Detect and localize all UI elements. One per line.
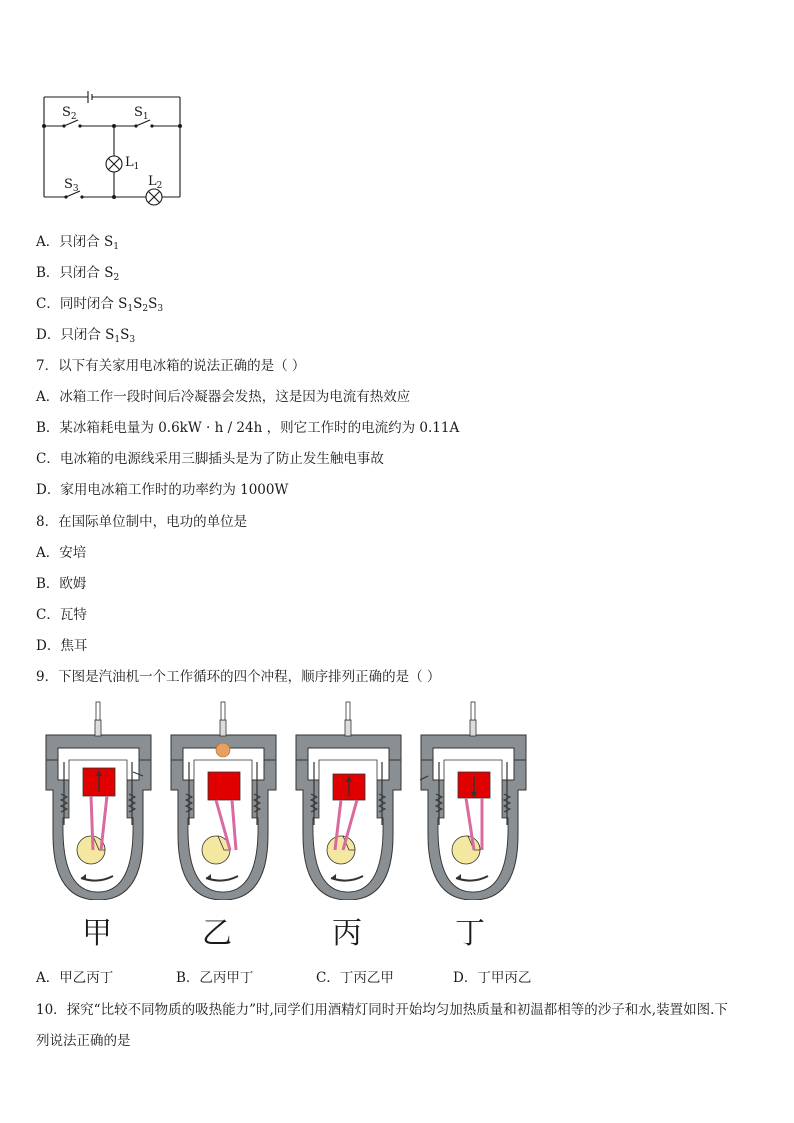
label-l1: $L_1$	[125, 155, 140, 172]
engine-label-bing: 丙	[332, 916, 362, 951]
q6-option-d: D．只闭合 $S_1S_3$	[36, 327, 136, 345]
q9-option-b: B．乙丙甲丁	[176, 970, 254, 986]
piston	[208, 772, 240, 800]
q8-option-b: B．欧姆	[36, 576, 87, 592]
label-s2: $S_2$	[62, 105, 77, 122]
q7-stem: 7．以下有关家用电冰箱的说法正确的是（ ）	[36, 358, 306, 374]
engine-label-ding: 丁	[455, 916, 485, 951]
label-s3: $S_3$	[64, 177, 79, 194]
q9-stem: 9．下图是汽油机一个工作循环的四个冲程，顺序排列正确的是（ ）	[36, 669, 441, 685]
q10-stem-line-2: 列说法正确的是	[36, 1033, 131, 1049]
q8-option-a: A．安培	[36, 545, 87, 561]
circuit-diagram	[36, 86, 196, 206]
spark-icon	[216, 743, 230, 757]
engine-label-yi: 乙	[202, 916, 232, 951]
engine-strokes-figure	[36, 700, 536, 900]
q6-option-b: B．只闭合 $S_2$	[36, 265, 120, 283]
engine-yi	[171, 702, 276, 900]
q7-option-c: C．电冰箱的电源线采用三脚插头是为了防止发生触电事故	[36, 451, 384, 467]
q9-option-c: C．丁丙乙甲	[316, 970, 394, 986]
engine-ding	[420, 702, 526, 900]
q8-stem: 8．在国际单位制中，电功的单位是	[36, 514, 248, 530]
engine-jia	[46, 702, 151, 900]
q9-option-a: A．甲乙丙丁	[36, 970, 114, 986]
q9-option-d: D．丁甲丙乙	[453, 970, 532, 986]
q6-option-c: C．同时闭合 $S_1S_2S_3$	[36, 296, 164, 314]
q7-option-a: A．冰箱工作一段时间后冷凝器会发热，这是因为电流有热效应	[36, 389, 411, 405]
lamp-l1-icon	[106, 156, 122, 172]
q7-option-b: B．某冰箱耗电量为 0.6kW · h / 24h ，则它工作时的电流约为 0.11A	[36, 420, 460, 436]
engine-bing	[296, 702, 401, 900]
lamp-l2-icon	[146, 189, 162, 205]
q8-option-d: D．焦耳	[36, 638, 88, 654]
q8-option-c: C．瓦特	[36, 607, 87, 623]
q10-stem-line-1: 10．探究“比较不同物质的吸热能力”时,同学们用酒精灯同时开始均匀加热质量和初温都相等的沙子和水,装置如图.下	[36, 1002, 728, 1018]
q6-option-a: A．只闭合 $S_1$	[36, 234, 120, 252]
q7-option-d: D．家用电冰箱工作时的功率约为 1000W	[36, 482, 289, 498]
label-s1: $S_1$	[134, 105, 149, 122]
label-l2: $L_2$	[148, 174, 163, 191]
engine-label-jia: 甲	[82, 916, 112, 951]
